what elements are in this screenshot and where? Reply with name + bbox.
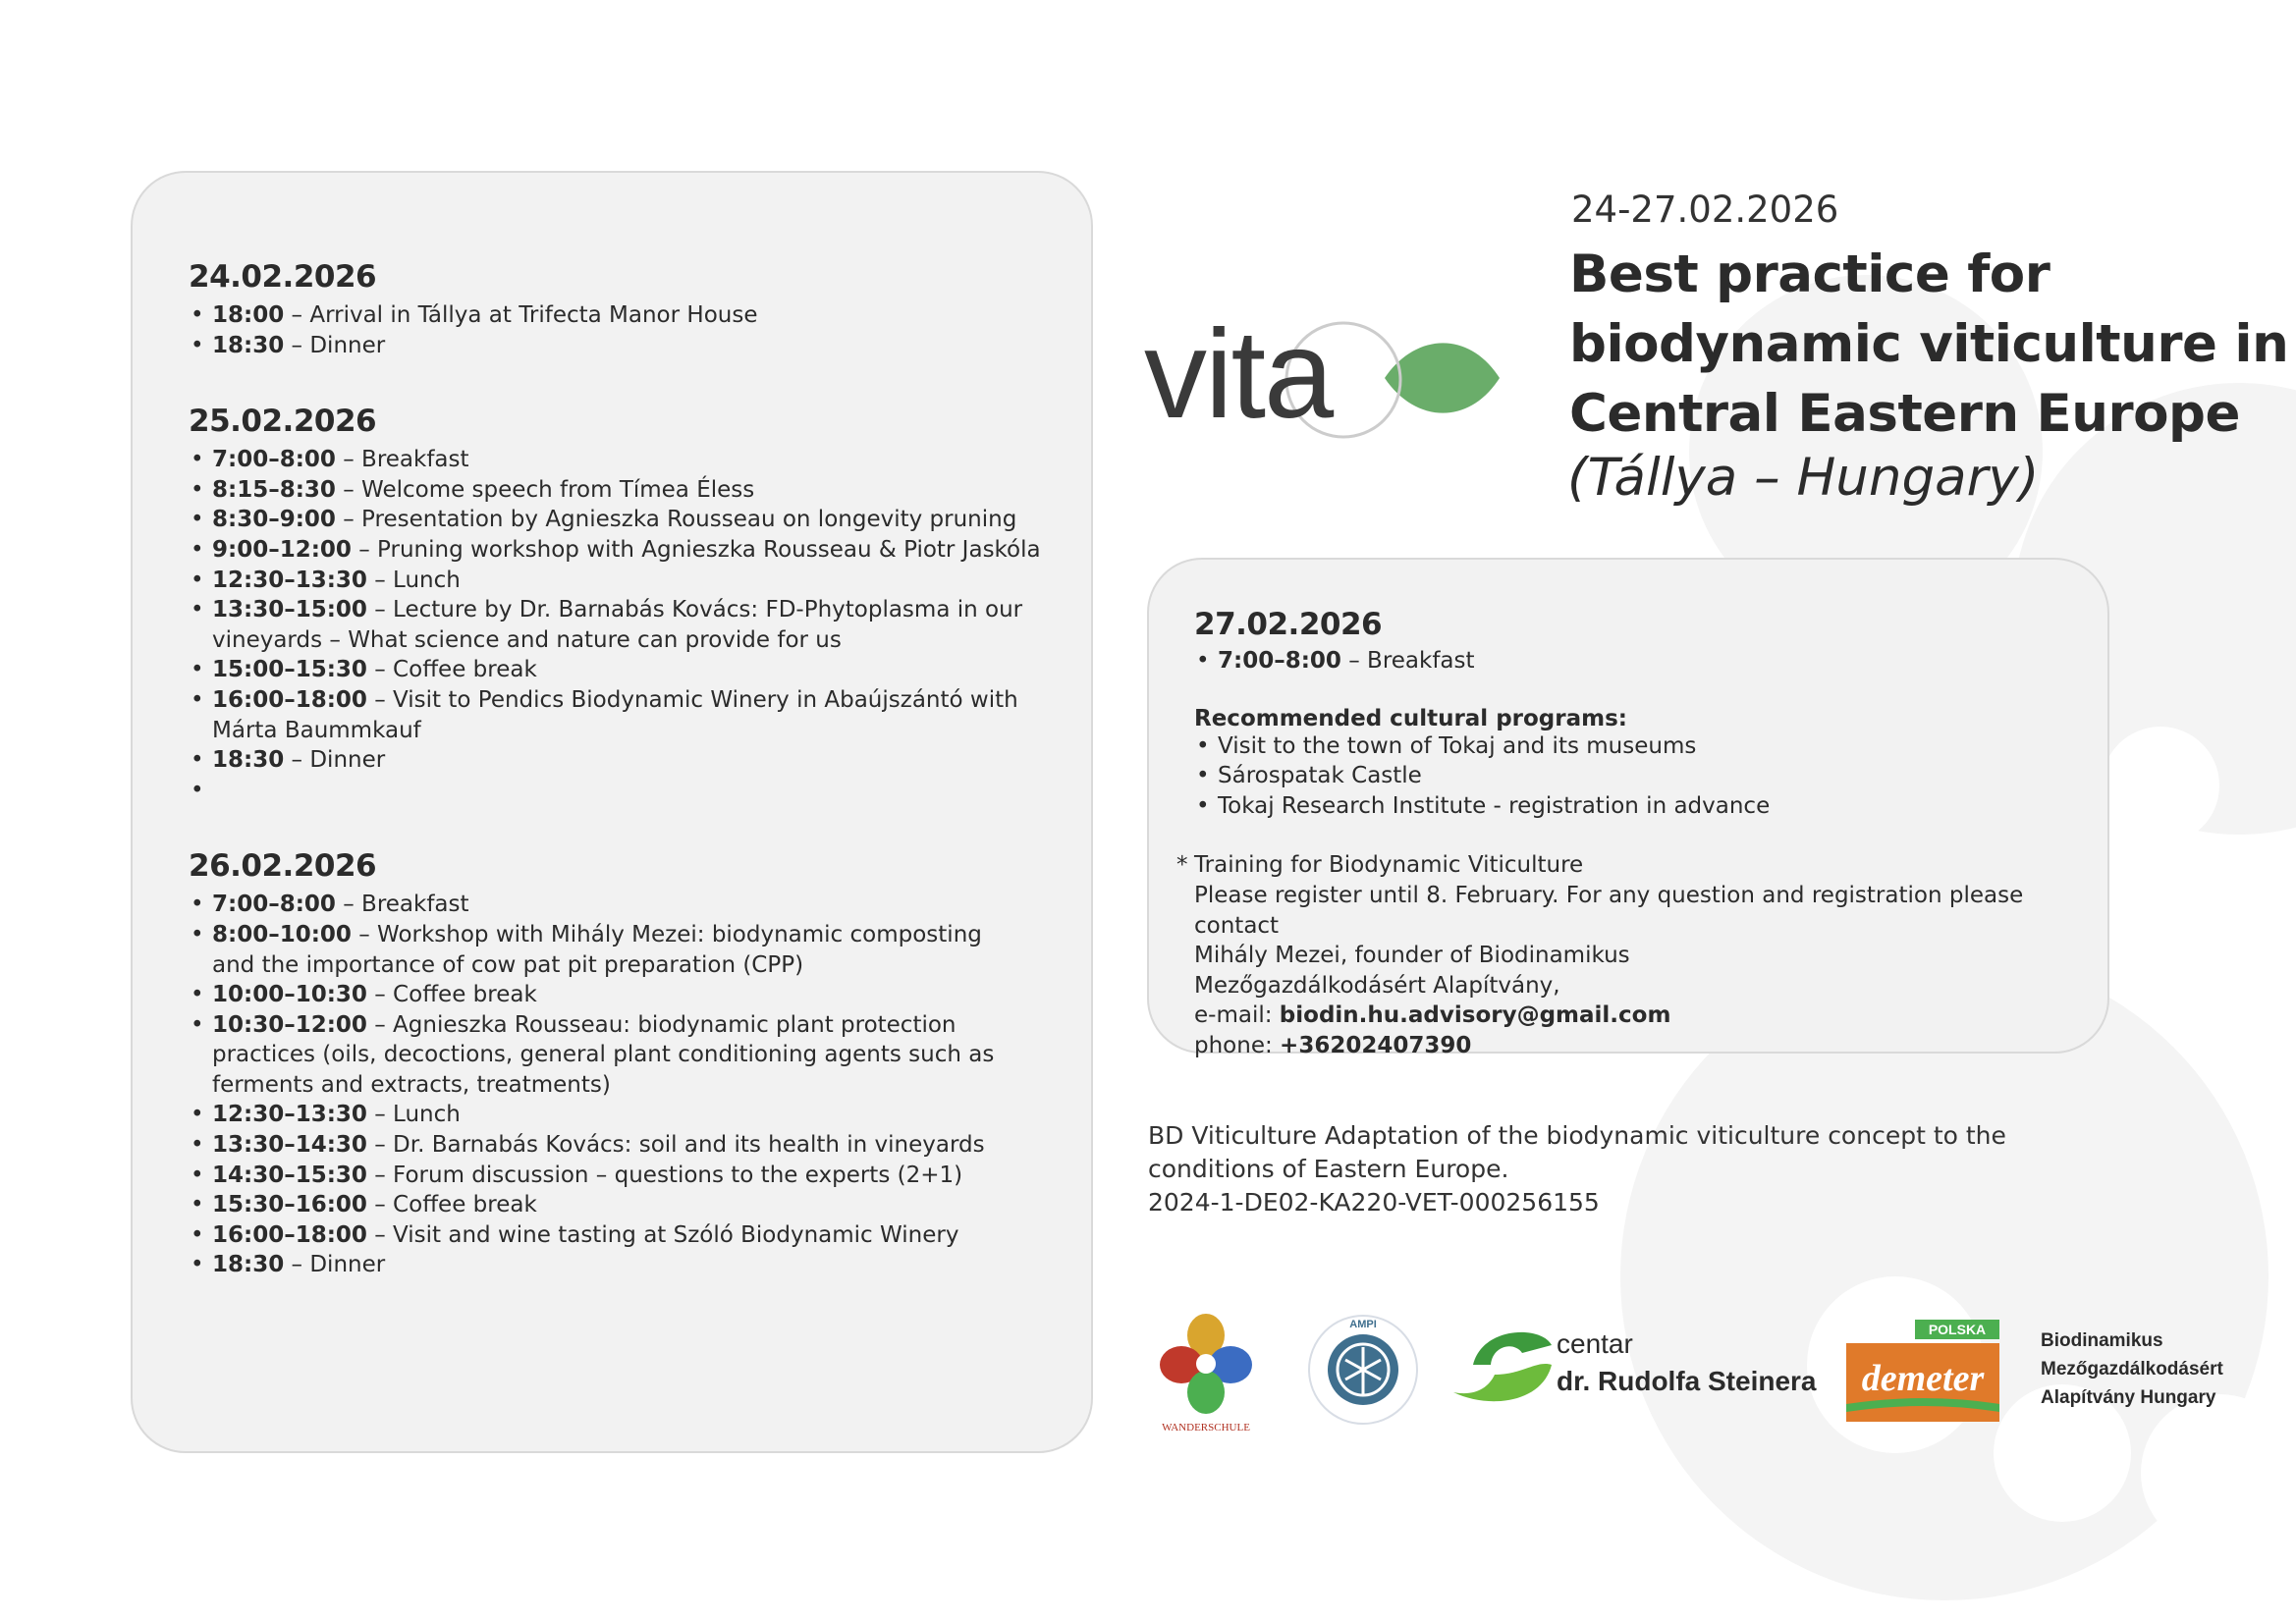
schedule-list [1194, 646, 2107, 676]
list-item: • 7:00–8:00 – Breakfast [1218, 646, 2107, 676]
steiner-logo [1453, 1328, 1817, 1401]
svg-text:Mezőgazdálkodásért: Mezőgazdálkodásért [2041, 1359, 2223, 1380]
list-item: • 7:00–8:00 – Breakfast [212, 445, 1091, 475]
list-item: • 13:30–14:30 – Dr. Barnabás Kovács: soil and its health in vineyards [212, 1130, 1091, 1161]
svg-text:vita: vita [1144, 309, 1333, 445]
list-item: • 15:30–16:00 – Coffee break [212, 1190, 1091, 1220]
list-item: • 18:30 – Dinner [212, 1250, 1091, 1280]
schedule-list [189, 445, 1091, 805]
list-item: • 9:00–12:00 – Pruning workshop with Agnieszka Rousseau & Piotr Jaskóla [212, 535, 1091, 566]
list-item: • 7:00–8:00 – Breakfast [212, 890, 1091, 920]
registration-note: * Training for Biodynamic Viticulture Please register until 8. February. For any question and registration please contact Mihály Mezei, founder of Biodinamikus Mezőgazdálkodásért Alapítvány, e-mail: biodin.hu.advisory@gmail.com phone: +36202407390 [1176, 852, 2024, 1058]
svg-text:Biodinamikus: Biodinamikus [2041, 1330, 2163, 1351]
demeter-logo [1846, 1320, 1999, 1422]
asterisk: * [1176, 852, 1188, 879]
email-link[interactable]: biodin.hu.advisory@gmail.com [1279, 1002, 1671, 1029]
list-item: • 14:30–15:30 – Forum discussion – questions to the experts (2+1) [212, 1161, 1091, 1191]
svg-text:POLSKA: POLSKA [1928, 1322, 1987, 1337]
day-title: 27.02.2026 [1194, 607, 1383, 642]
page-title: Best practice for biodynamic viticulture in Central Eastern Europe [1569, 244, 2289, 444]
partner-logos [1149, 1306, 2249, 1443]
list-item: • 18:30 – Dinner [212, 745, 1091, 776]
vita-logo [1144, 309, 1507, 447]
list-item: • 10:30–12:00 – Agnieszka Rousseau: biodynamic plant protection practices (oils, decoctions, general plant conditioning agents such as ferments and extracts, treatments) [212, 1010, 1057, 1101]
list-item: • 8:15–8:30 – Welcome speech from Tímea Éless [212, 475, 1091, 506]
day-block [189, 404, 1091, 805]
list-item: • 8:30–9:00 – Presentation by Agnieszka Rousseau on longevity pruning [212, 505, 1091, 535]
list-item: • 12:30–13:30 – Lunch [212, 566, 1091, 596]
list-item: • 12:30–13:30 – Lunch [212, 1100, 1091, 1130]
phone-number[interactable]: +36202407390 [1280, 1032, 1472, 1058]
cultural-heading: Recommended cultural programs: [1194, 705, 1627, 731]
list-item: • 18:30 – Dinner [212, 331, 1091, 361]
schedule-list [189, 890, 1091, 1280]
day4-panel [1147, 558, 2109, 1058]
day-block [189, 848, 1091, 1280]
list-item: • Sárospatak Castle [1218, 761, 2107, 791]
day-title: 25.02.2026 [189, 404, 377, 440]
list-item: • 13:30–15:00 – Lecture by Dr. Barnabás Kovács: FD-Phytoplasma in our vineyards – What science and nature can provide for us [212, 595, 1057, 655]
svg-text:WANDERSCHULE: WANDERSCHULE [1162, 1422, 1250, 1434]
svg-text:AMPI: AMPI [1349, 1319, 1377, 1330]
day-title: 26.02.2026 [189, 848, 377, 885]
svg-text:dr. Rudolfa Steinera: dr. Rudolfa Steinera [1557, 1366, 1817, 1396]
wanderschule-logo [1160, 1314, 1252, 1434]
svg-text:demeter: demeter [1861, 1358, 1985, 1399]
schedule-list [189, 300, 1091, 360]
svg-text:centar: centar [1557, 1328, 1633, 1359]
list-item: • 10:00–10:30 – Coffee break [212, 980, 1091, 1010]
schedule-panel [131, 171, 1093, 1453]
biodinamikus-logo [2041, 1330, 2223, 1408]
list-item: • 8:00–10:00 – Workshop with Mihály Mezei: biodynamic composting and the importance of cow pat pit preparation (CPP) [212, 920, 1027, 980]
day-block [189, 259, 1091, 360]
list-item [212, 776, 1091, 806]
list-item: • Tokaj Research Institute - registration in advance [1218, 791, 2107, 822]
project-description: BD Viticulture Adaptation of the biodynamic viticulture concept to the conditions of Eastern Europe. 2024-1-DE02-KA220-VET-000256155 [1148, 1121, 2006, 1217]
svg-text:Alapítvány Hungary: Alapítvány Hungary [2041, 1387, 2216, 1408]
ampi-logo [1309, 1316, 1417, 1424]
location-subtitle: (Tállya – Hungary) [1567, 448, 2040, 508]
day-title: 24.02.2026 [189, 259, 377, 295]
cultural-list [1194, 731, 2107, 822]
list-item: • Visit to the town of Tokaj and its museums [1218, 731, 2107, 762]
list-item: • 18:00 – Arrival in Tállya at Trifecta Manor House [212, 300, 1091, 331]
list-item: • 15:00–15:30 – Coffee break [212, 655, 1091, 685]
list-item: • 16:00–18:00 – Visit and wine tasting at Szóló Biodynamic Winery [212, 1220, 1091, 1251]
list-item: • 16:00–18:00 – Visit to Pendics Biodynamic Winery in Abaújszántó with Márta Baummkauf [212, 685, 1057, 745]
event-date-range: 24-27.02.2026 [1571, 189, 1839, 231]
